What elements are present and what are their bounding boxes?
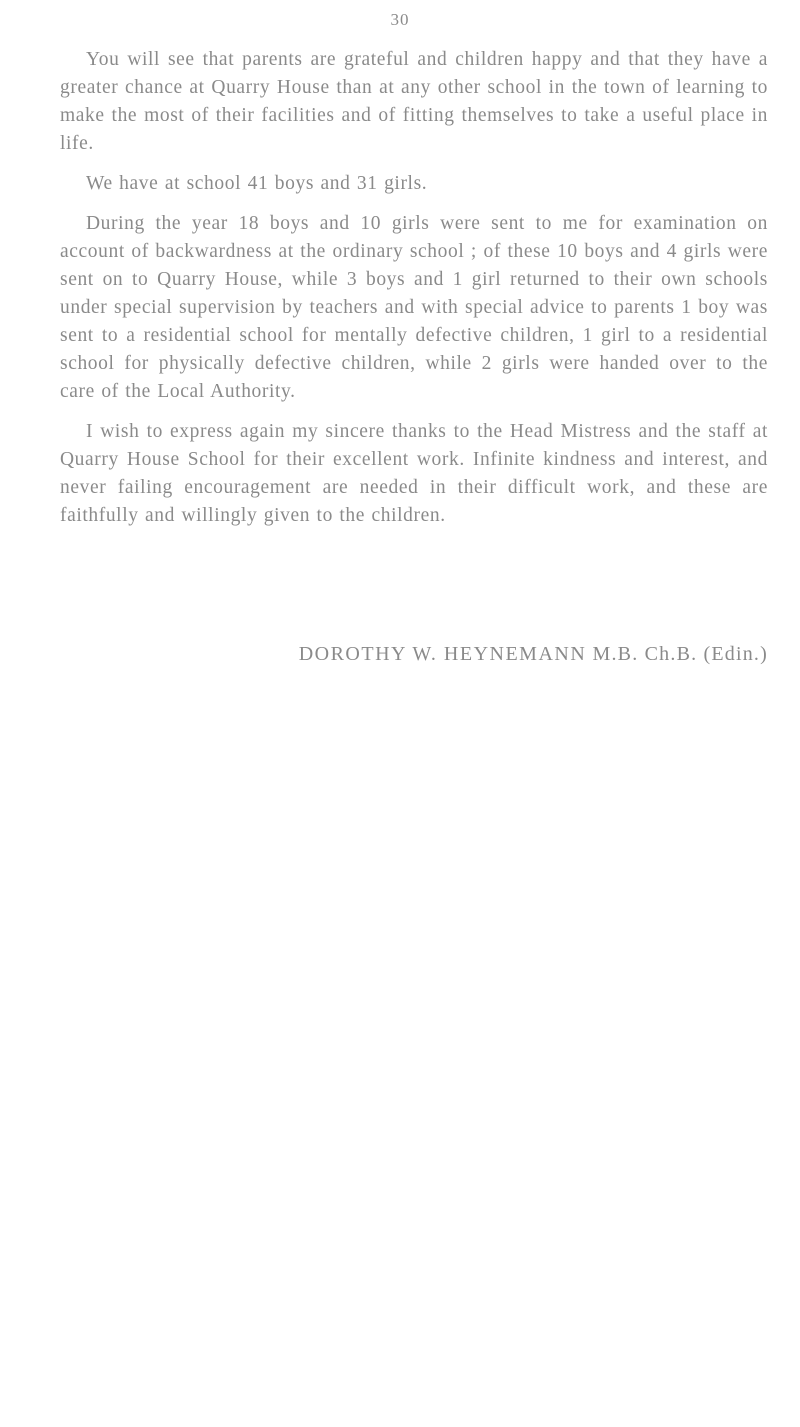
paragraph-school-attendance: We have at school 41 boys and 31 girls. xyxy=(86,173,428,194)
report-body xyxy=(60,46,768,542)
paragraph-thanks: I wish to express again my sincere thanks to the Head Mistress and the staff at Quarry House School for their excellent work. Infinite kindness and interest, and never failing encouragement are needed in their difficult work, and these are faithfully and willingly given to the children. xyxy=(60,421,768,526)
paragraph-parents-grateful: You will see that parents are grateful and children happy and that they have a greater chance at Quarry House than at any other school in the town of learning to make the most of their facilities and of fitting themselves to take a useful place in life. xyxy=(60,49,768,154)
signature-name: DOROTHY W. HEYNEMANN xyxy=(298,643,587,665)
page-number: 30 xyxy=(390,10,410,29)
signature-qualifications: M.B. Ch.B. (Edin.) xyxy=(592,643,768,665)
paragraph-examinations: During the year 18 boys and 10 girls were sent to me for examination on account of backwardness at the ordinary school ; of these 10 boys and 4 girls were sent on to Quarry House, while 3 boys and 1 girl returned to their own schools under special supervision by teachers and with special advice to parents 1 boy was sent to a residential school for mentally defective children, 1 girl to a residential school for physically defective children, while 2 girls were handed over to the care of the Local Authority. xyxy=(60,213,768,402)
signature xyxy=(70,643,768,666)
